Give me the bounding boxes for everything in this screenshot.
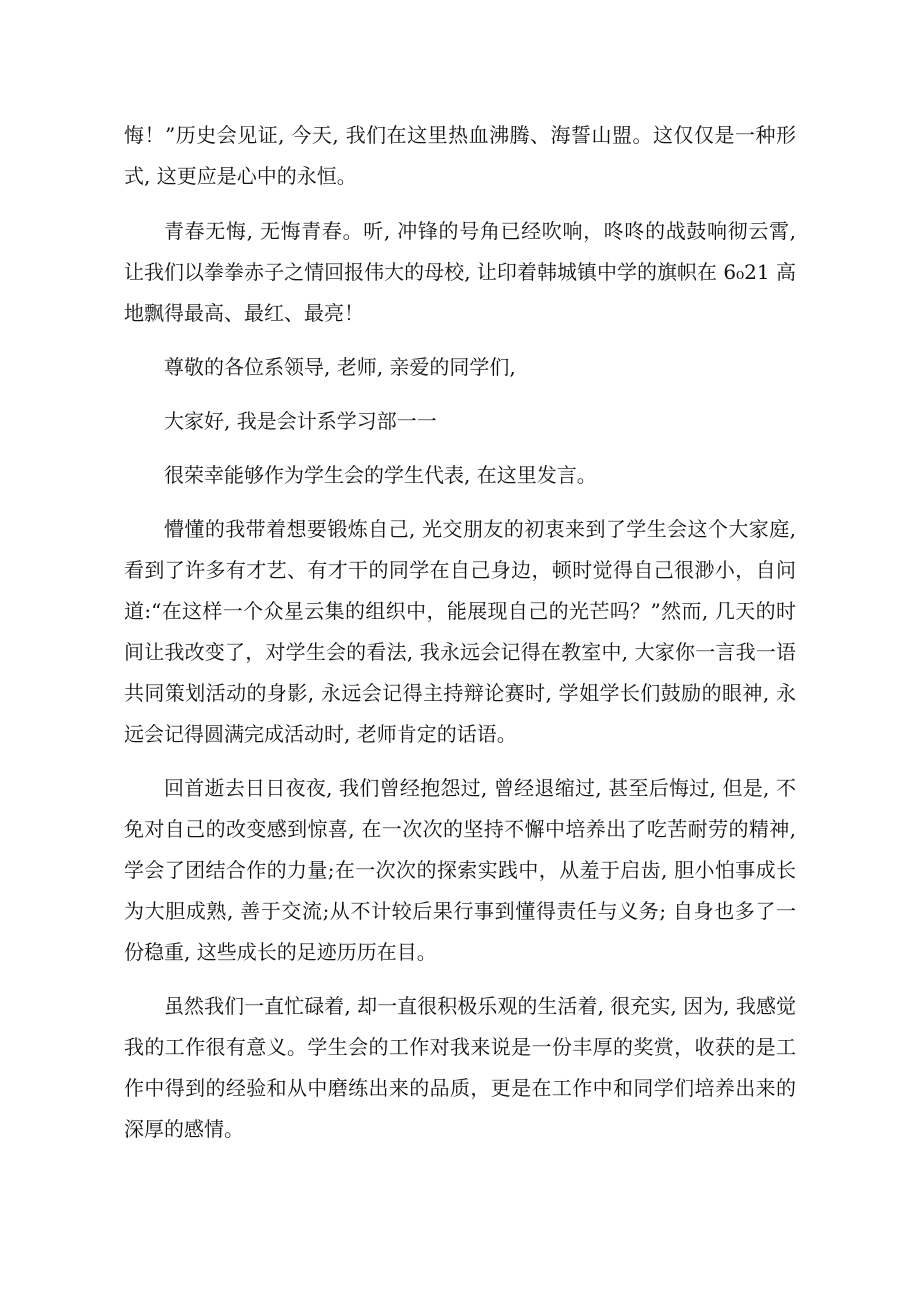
document-body	[124, 115, 796, 1163]
paragraph-salutation: 尊敬的各位系领导, 老师, 亲爱的同学们,	[164, 355, 516, 379]
paragraph-experience: 懵懂的我带着想要锻炼自己, 光交朋友的初衷来到了学生会这个大家庭, 看到了许多有才艺、有才干的同学在自己身边，顿时觉得自己很渺小，自问道:“在这样一个众星云集的组织中，能展现自己的光芒吗？”然而, 几天的时间让我改变了，对学生会的看法, 我永远会记得在教室中, 大家你一言我一语共同策划活动的身影, 永远会记得主持辩论赛时, 学姐学长们鼓励的眼神, 永远会记得圆满完成活动时, 老师肯定的话语。	[124, 517, 796, 746]
paragraph-reflection: 回首逝去日日夜夜, 我们曾经抱怨过, 曾经退缩过, 甚至后悔过, 但是, 不免对自己的改变感到惊喜, 在一次次的坚持不懈中培养出了吃苦耐劳的精神, 学会了团结合作的力量;在一次次的探索实践中，从羞于启齿, 胆小怕事成长为大胆成熟, 善于交流;从不计较后果行事到懂得责任与义务; 自身也多了一份稳重, 这些成长的足迹历历在目。	[124, 776, 796, 964]
paragraph-greeting: 大家好, 我是会计系学习部一一	[164, 409, 437, 433]
paragraph-youth: 青春无悔, 无悔青春。听, 冲锋的号角已经吹响，咚咚的战鼓响彻云霄, 让我们以拳拳赤子之情回报伟大的母校, 让印着韩城镇中学的旗帜在 6₀21 高地飘得最高、最红、最亮！	[124, 219, 796, 325]
paragraph-meaning: 虽然我们一直忙碌着, 却一直很积极乐观的生活着, 很充实, 因为, 我感觉我的工作很有意义。学生会的工作对我来说是一份丰厚的奖赏，收获的是工作中得到的经验和从中磨练出来的品质，更是在工作中和同学们培养出来的深厚的感情。	[124, 994, 796, 1141]
paragraph-honor: 很荣幸能够作为学生会的学生代表, 在这里发言。	[164, 463, 597, 487]
paragraph-continuation: 悔！”历史会见证, 今天, 我们在这里热血沸腾、海誓山盟。这仅仅是一种形式, 这更应是心中的永恒。	[124, 123, 796, 188]
